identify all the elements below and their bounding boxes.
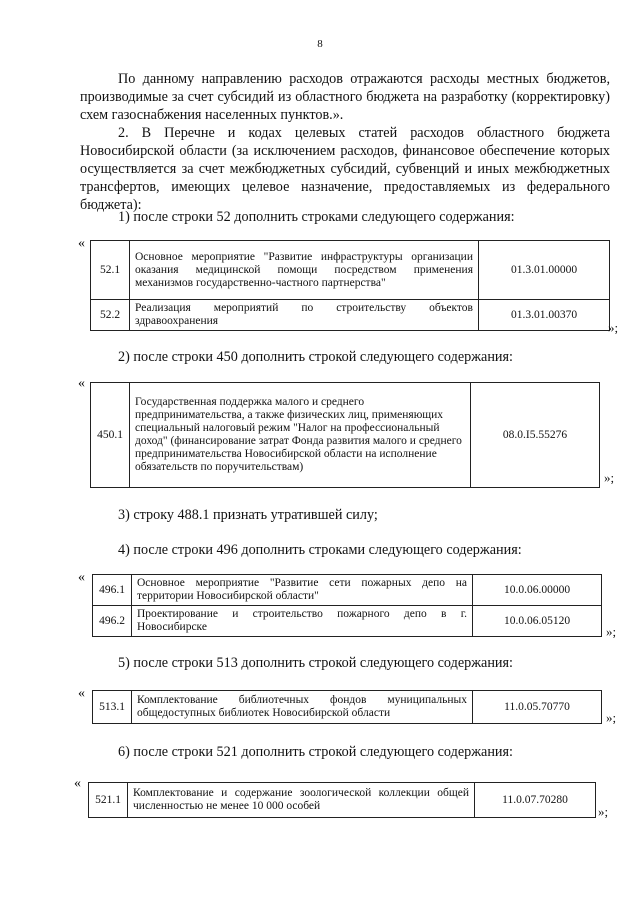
insertion-table-6 [88, 782, 596, 818]
row-text: Реализация мероприятий по строительству объектов здравоохранения [130, 300, 479, 331]
closing-quote: »; [606, 624, 617, 639]
closing-quote: »; [604, 470, 615, 485]
section-2-intro: 2) после строки 450 дополнить строкой следующего содержания: [118, 349, 513, 365]
row-code: 10.0.06.00000 [473, 575, 602, 606]
opening-quote: « [74, 776, 81, 791]
opening-quote: « [78, 376, 85, 391]
section-4-intro: 4) после строки 496 дополнить строками следующего содержания: [118, 542, 522, 558]
row-text: Основное мероприятие "Развитие сети пожарных депо на территории Новосибирской области" [132, 575, 473, 606]
row-text: Основное мероприятие "Развитие инфраструктуры организации оказания медицинской помощи посредством применения механизмов государственно-частного партнерства" [130, 241, 479, 300]
table-row [91, 383, 600, 488]
section-6-intro: 6) после строки 521 дополнить строкой следующего содержания: [118, 744, 513, 760]
table-row [93, 691, 602, 724]
row-number: 521.1 [89, 783, 128, 818]
row-number: 450.1 [91, 383, 130, 488]
row-number: 496.2 [93, 606, 132, 637]
insertion-table-5 [92, 690, 602, 724]
row-number: 52.1 [91, 241, 130, 300]
section-5-intro: 5) после строки 513 дополнить строкой следующего содержания: [118, 655, 513, 671]
row-code: 01.3.01.00370 [479, 300, 610, 331]
row-text: Государственная поддержка малого и среднего предпринимательства, а также физических лиц, применяющих специальный налоговый режим "Налог на профессиональный доход" (финансирование затрат Фонда развития малого и среднего предпринимательства Новосибирской области на исполнение обязательств по поручительствам) [130, 383, 471, 488]
row-code: 11.0.05.70770 [473, 691, 602, 724]
closing-quote: »; [608, 320, 619, 335]
insertion-table-4 [92, 574, 602, 637]
table-row [91, 300, 610, 331]
insertion-table-2 [90, 382, 600, 488]
table-row [89, 783, 596, 818]
table-row [93, 575, 602, 606]
section-3-intro: 3) строку 488.1 признать утратившей силу; [118, 507, 378, 523]
closing-quote: »; [598, 804, 609, 819]
row-text: Комплектование и содержание зоологической коллекции общей численностью не менее 10 000 особей [128, 783, 475, 818]
section-1-intro: 1) после строки 52 дополнить строками следующего содержания: [118, 209, 515, 225]
opening-quote: « [78, 686, 85, 701]
table-row [91, 241, 610, 300]
row-number: 513.1 [93, 691, 132, 724]
insertion-table-1 [90, 240, 610, 331]
row-text: Проектирование и строительство пожарного депо в г. Новосибирске [132, 606, 473, 637]
row-text: Комплектование библиотечных фондов муниципальных общедоступных библиотек Новосибирской области [132, 691, 473, 724]
table-row [93, 606, 602, 637]
row-code: 08.0.I5.55276 [471, 383, 600, 488]
opening-quote: « [78, 570, 85, 585]
closing-quote: »; [606, 710, 617, 725]
row-number: 496.1 [93, 575, 132, 606]
row-number: 52.2 [91, 300, 130, 331]
row-code: 11.0.07.70280 [475, 783, 596, 818]
page-number: 8 [317, 38, 323, 50]
opening-quote: « [78, 236, 85, 251]
paragraph-gas-supply: По данному направлению расходов отражаются расходы местных бюджетов, производимые за счет субсидий из областного бюджета на разработку (корректировку) схем газоснабжения населенных пунктов.». [80, 71, 610, 123]
paragraph-target-articles: 2. В Перечне и кодах целевых статей расходов областного бюджета Новосибирской области (за исключением расходов, финансовое обеспечение которых осуществляется за счет межбюджетных субсидий, субвенций и иных межбюджетных трансфертов, имеющих целевое назначение, предоставляемых из федерального бюджета): [80, 125, 610, 213]
row-code: 01.3.01.00000 [479, 241, 610, 300]
row-code: 10.0.06.05120 [473, 606, 602, 637]
